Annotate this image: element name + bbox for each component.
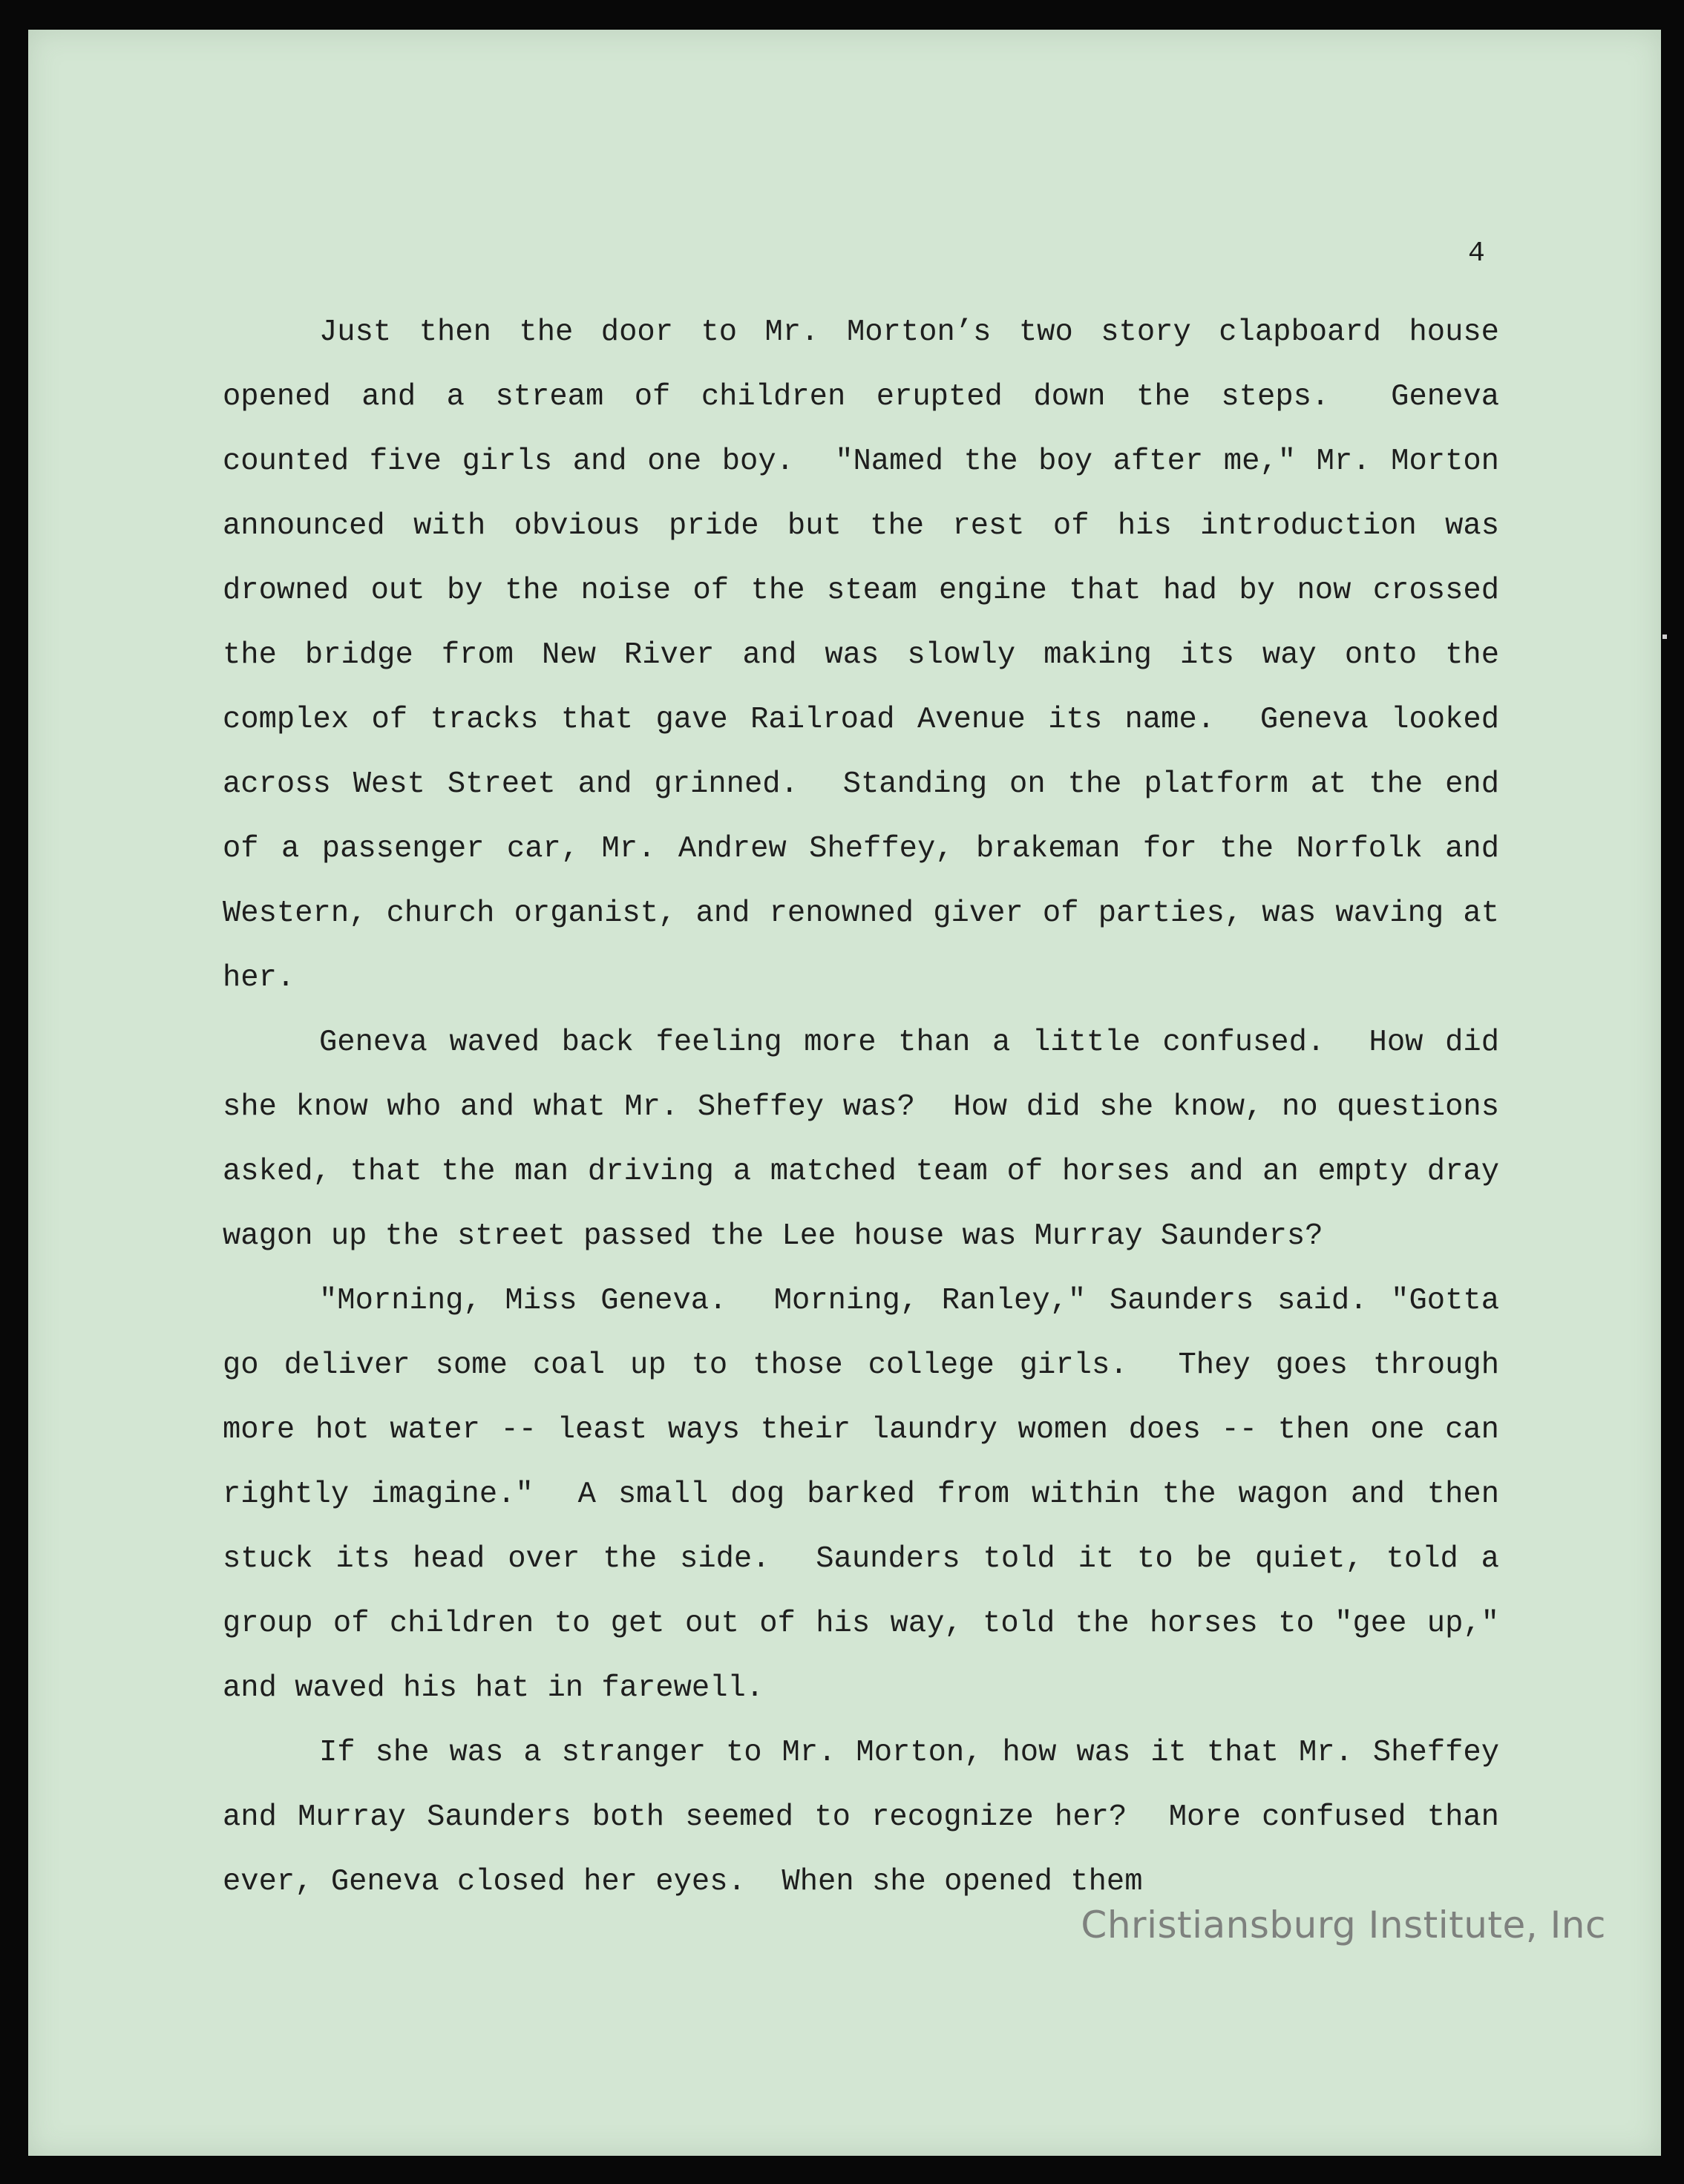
paragraph-3: "Morning, Miss Geneva. Morning, Ranley," Saunders said. "Gotta go deliver some coal up to those college girls. They goes through more hot water -- least ways their laundry women does -- then one can rightly imagine." A small dog barked from within the wagon and then stuck its head over the side. Saunders told it to be quiet, told a group of children to get out of his way, told the horses to "gee up," and waved his hat in farewell. <box>223 1284 1518 1705</box>
scan-edge-mark <box>1662 634 1667 639</box>
paper-sheet <box>28 30 1661 2156</box>
paragraph-2: Geneva waved back feeling more than a little confused. How did she know who and what Mr. Sheffey was? How did she know, no questions asked, that the man driving a matched team of horses and an empty dray wagon up the street passed the Lee house was Murray Saunders? <box>223 1026 1518 1253</box>
body-text <box>223 301 1518 1915</box>
paragraph-4: If she was a stranger to Mr. Morton, how was it that Mr. Sheffey and Murray Saunders both seemed to recognize her? More confused than ever, Geneva closed her eyes. When she opened them <box>223 1736 1518 1899</box>
paragraph-1: Just then the door to Mr. Morton’s two story clapboard house opened and a stream of children erupted down the steps. Geneva counted five girls and one boy. "Named the boy after me," Mr. Morton announced with obvious pride but the rest of his introduction was drowned out by the noise of the steam engine that had by now crossed the bridge from New River and was slowly making its way onto the complex of tracks that gave Railroad Avenue its name. Geneva looked across West Street and grinned. Standing on the platform at the end of a passenger car, Mr. Andrew Sheffey, brakeman for the Norfolk and Western, church organist, and renowned giver of parties, was waving at her. <box>223 315 1518 995</box>
watermark-text: Christiansburg Institute, Inc <box>1081 1903 1606 1947</box>
page-number: 4 <box>1468 237 1485 269</box>
